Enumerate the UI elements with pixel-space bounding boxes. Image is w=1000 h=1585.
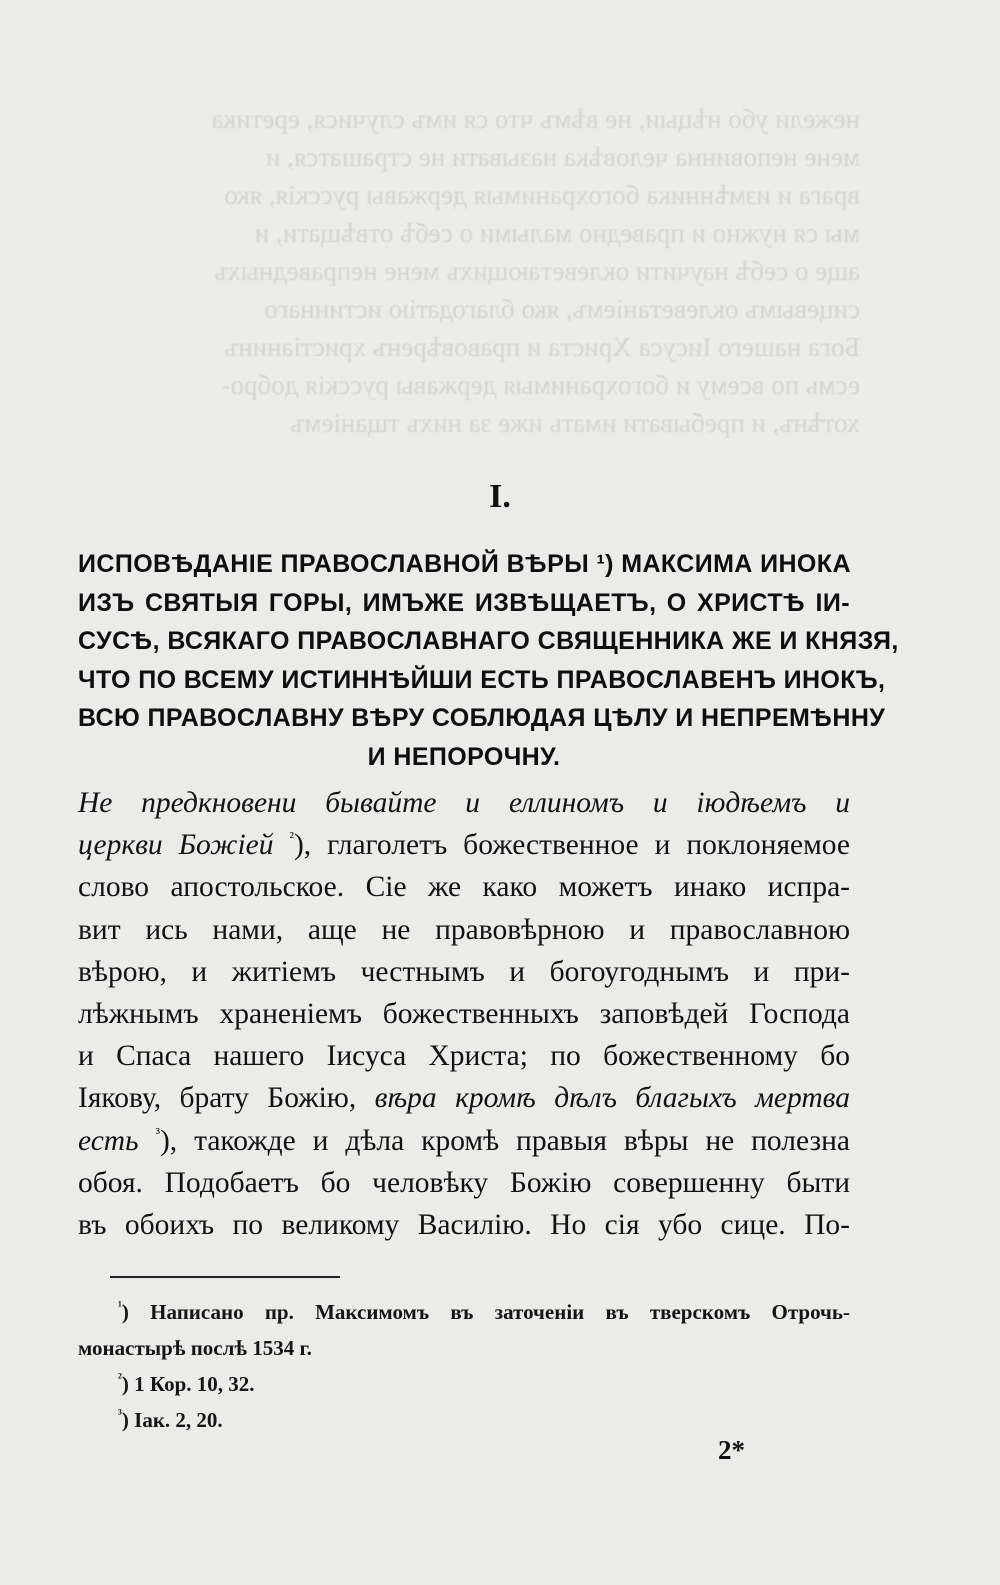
body-text-run: ), глаголетъ божественное и поклоняемое — [293, 829, 850, 862]
italic-quote: есть — [78, 1124, 139, 1157]
heading-line: СУСѢ, ВСЯКАГО ПРАВОСЛАВНАГО СВЯЩЕННИКА ЖЕ И КНЯЗЯ, — [78, 627, 899, 655]
footnote-1 — [78, 1294, 850, 1330]
heading-line: ИЗЪ СВЯТЫЯ ГОРЫ, ИМЪЖЕ ИЗВѢЩАЕТЪ, О ХРИСТѢ ІИ- — [78, 588, 850, 617]
chapter-heading — [78, 545, 899, 776]
signature-mark: 2* — [718, 1435, 745, 1465]
footnote-3 — [78, 1402, 850, 1438]
heading-line: ВСЮ ПРАВОСЛАВНУ ВѢРУ СОБЛЮДАЯ ЦѢЛУ И НЕПРЕМѢННУ — [78, 704, 886, 732]
body-paragraph — [78, 782, 850, 1246]
footnote-divider — [110, 1276, 340, 1278]
footnote-2 — [78, 1366, 850, 1402]
body-text-run: ), такожде и дѣла кромѣ правыя вѣры не полезна — [159, 1124, 850, 1157]
footnote-ref: ³ — [155, 1125, 160, 1142]
body-line: вит ись нами, аще не правовѣрною и православною — [78, 913, 850, 946]
show-through-text: нежели убо нѣцыи, не вѣмъ что ся имъ случися, еретика мене неповинна человѣка называти не страшатся, и врага и измѣнника богохранимыя державы русскія, яко мы ся нужно и праведно малыми о себѣ отвѣщати, и аще о себѣ научити оклеветающихъ мене неправедныхъ сицевымъ оклеветанiемъ, яко благодатію истиннаго Бога нашего Іисуса Христа и правовѣренъ христіанинъ есмь по всему и богохранимыя державы русскія добро- хотѣнъ, и пребывати имать иже за нихъ тщаніемъ — [211, 104, 860, 438]
body-line — [78, 1120, 850, 1162]
section-number: I. — [489, 478, 511, 515]
italic-quote: вѣра кромѣ дѣлъ благыхъ мертва — [374, 1082, 851, 1115]
italic-quote: Не предкновени бывайте и еллиномъ и іюдѣемъ и — [78, 787, 850, 819]
body-line: вѣрою, и житіемъ честнымъ и богоугоднымъ и при- — [78, 955, 850, 988]
footnote-text: ) Написано пр. Максимомъ въ заточеніи въ тверскомъ Отрочь- — [121, 1300, 850, 1324]
body-line — [78, 824, 850, 866]
body-line: слово апостольское. Сіе же како можетъ инако испра- — [78, 871, 850, 904]
footnote-marker: ² — [118, 1370, 122, 1385]
footnote-text: ) Іак. 2, 20. — [121, 1408, 223, 1432]
body-line: лѣжнымъ храненіемъ божественныхъ заповѣдей Господа — [78, 998, 850, 1031]
body-line — [78, 782, 850, 824]
footnote-ref: ² — [289, 830, 294, 847]
footnote-text: ) 1 Кор. 10, 32. — [121, 1372, 255, 1396]
heading-line: И НЕПОРОЧНУ. — [367, 742, 561, 771]
body-line: и Спаса нашего Іисуса Христа; по божественному бо — [78, 1040, 850, 1073]
footnotes — [78, 1294, 850, 1438]
footnote-marker: ³ — [118, 1406, 122, 1421]
heading-line: ЧТО ПО ВСЕМУ ИСТИННѢЙШИ ЕСТЬ ПРАВОСЛАВЕНЪ ИНОКЪ, — [78, 665, 886, 694]
footnote-marker: ¹ — [118, 1298, 122, 1313]
heading-line: ИСПОВѢДАНІЕ ПРАВОСЛАВНОЙ ВѢРЫ ¹) МАКСИМА ИНОКА — [78, 550, 851, 578]
body-line — [78, 1077, 850, 1119]
body-line: въ обоихъ по великому Василію. Но сія убо сице. По- — [78, 1209, 850, 1242]
body-text-run: Іякову, брату Божію, — [78, 1082, 357, 1115]
body-line: обоя. Подобаетъ бо человѣку Божію совершенну быти — [78, 1166, 850, 1199]
italic-quote: церкви Божіей — [78, 829, 274, 862]
footnote-1-continued: монастырѣ послѣ 1534 г. — [78, 1336, 312, 1360]
